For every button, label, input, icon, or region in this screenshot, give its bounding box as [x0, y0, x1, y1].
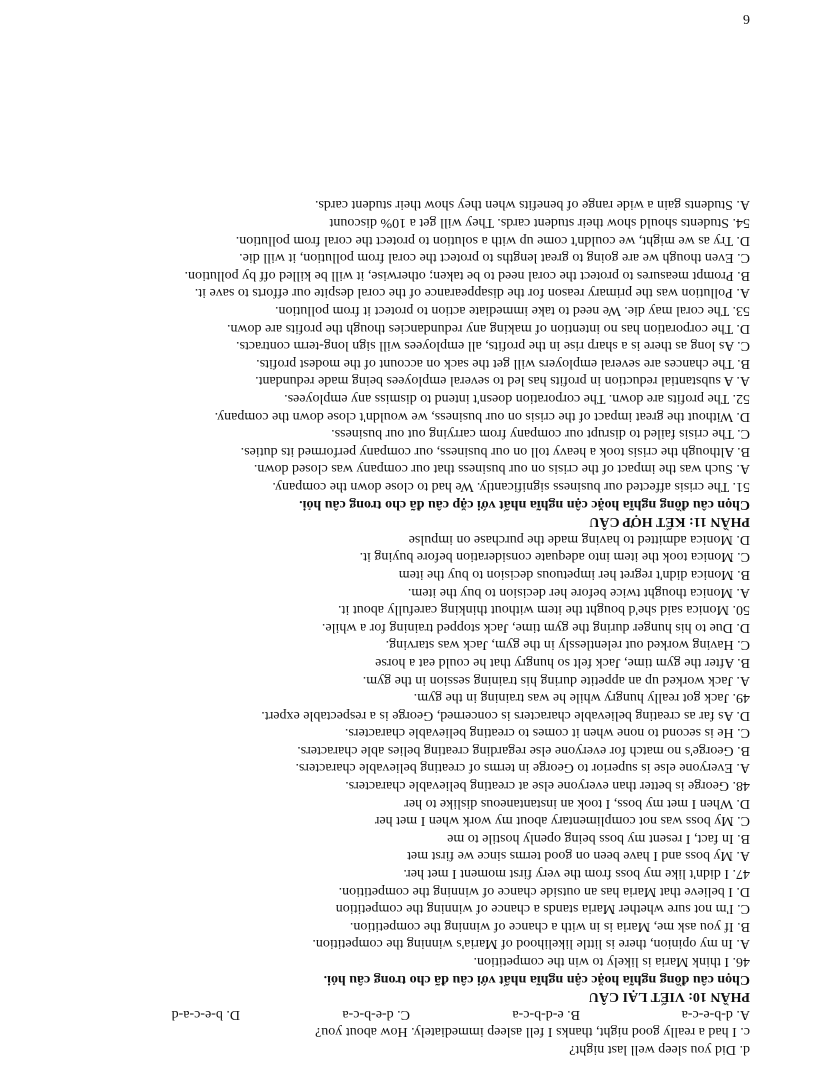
- text-line: 50. Monica said she'd bought the item without thinking carefully about it.: [338, 602, 750, 618]
- text-line: A. Jack worked up an appetite during his training session in the gym.: [362, 672, 750, 688]
- text-line: A. In my opinion, there is little likelihood of Maria's winning the competition.: [312, 936, 750, 952]
- text-line: D. Try as we might, we couldn't come up with a solution to protect the coral from pollution.: [235, 232, 750, 248]
- section-heading: Chọn câu đồng nghĩa hoặc cận nghĩa nhất với câu đã cho trong câu hỏi.: [323, 971, 750, 987]
- text-line: D. Due to his hunger during the gym time, Jack stopped training for a while.: [321, 619, 750, 635]
- text-line: A. A substantial reduction in profits has led to several employees being made redundant.: [255, 373, 750, 389]
- text-line: D. Monica admitted to having made the purchase on impulse: [408, 531, 750, 547]
- page-content: [70, 196, 750, 1058]
- text-line: 46. I think Maria is likely to win the competition.: [473, 954, 750, 970]
- text-line: 54. Students should show their student cards. They will get a 10% discount: [329, 215, 750, 231]
- text-line: B. After the gym time, Jack felt so hungry that he could eat a horse: [375, 654, 750, 670]
- page-number: 6: [743, 11, 750, 26]
- text-line: C. Monica took the item into adequate consideration before buying it.: [359, 549, 750, 565]
- text-line: B. George's no match for everyone else regarding creating belies able characters.: [297, 742, 750, 758]
- text-line: C. Even though we are going to great lengths to protect the coral from pollution, it will die.: [239, 250, 750, 266]
- section-heading: Chọn câu đồng nghĩa hoặc cận nghĩa nhất với cặp câu đã cho trong câu hỏi.: [299, 496, 750, 512]
- text-line: B. In fact, I resent my boss being openly hostile to me: [447, 830, 750, 846]
- text-line: A. Everyone else is superior to George in terms of creating believable characters.: [295, 760, 750, 776]
- text-line: c. I had a really good night, thanks I fell asleep immediately. How about you?: [315, 1024, 750, 1040]
- text-line: C. Having worked out relentlessly in the gym, Jack was starving.: [385, 637, 750, 653]
- text-line: B. Although the crisis took a heavy toll on our business, our company performed its duties.: [240, 443, 750, 459]
- text-line: A. Pollution was the primary reason for the disappearance of the coral despite our efforts to save it.: [194, 285, 750, 301]
- text-line: B. If you ask me, Maria is in with a chance of winning the competition.: [349, 918, 750, 934]
- text-line: 47. I didn't like my boss from the very first moment I met her.: [403, 866, 750, 882]
- text-line: A. Such was the impact of the crisis on our business that our company was closed down.: [253, 461, 750, 477]
- text-line: D. As far as creating believable characters is concerned, George is a respectable expert.: [261, 707, 750, 723]
- text-line: A. Students gain a wide range of benefits when they show their student cards.: [314, 197, 750, 213]
- text-line: C. He is second to none when it comes to creating believable characters.: [344, 725, 750, 741]
- text-line: 51. The crisis affected our business significantly. We had to close down the company.: [272, 479, 750, 494]
- text-line: D. Without the great impact of the crisis on our business, we wouldn't close down the company.: [214, 408, 750, 424]
- answer-option: C. d-e-b-c-a: [342, 1006, 410, 1022]
- text-line: 48. George is better than everyone else at creating believable characters.: [345, 778, 750, 794]
- answer-option: B. e-d-b-c-a: [512, 1006, 580, 1022]
- text-line: B. The chances are several employers will get the sack on account of the modest profits.: [256, 355, 750, 371]
- text-line: C. My boss was not complimentary about my work when I met her: [374, 813, 750, 829]
- answer-option: A. d-b-e-c-a: [681, 1006, 750, 1022]
- text-line: 49. Jack got really hungry while he was training in the gym.: [413, 690, 750, 706]
- text-line: B. Monica didn't regret her impetuous decision to buy the item: [398, 566, 750, 582]
- section-heading: PHẦN 11: KẾT HỢP CÂU: [589, 514, 750, 530]
- text-line: C. The crisis failed to disrupt our company from carrying out our business.: [331, 426, 750, 442]
- answer-option: D. b-e-c-a-d: [171, 1006, 240, 1022]
- answer-options-row: [70, 1005, 750, 1023]
- text-line: D. I believe that Maria has an outside chance of winning the competition.: [338, 883, 750, 899]
- text-line: 53. The coral may die. We need to take immediate action to protect it from pollution.: [275, 303, 750, 319]
- text-line: A. My boss and I have been on good terms since we first met: [407, 848, 750, 864]
- text-line: C. As long as there is a sharp rise in the profits, all employees will sign long-term contracts.: [235, 338, 750, 354]
- text-line: D. When I met my boss, I took an instantaneous dislike to her: [404, 795, 750, 811]
- section-heading: PHẦN 10: VIẾT LẠI CÂU: [588, 989, 750, 1005]
- text-line: 52. The profits are down. The corporation doesn't intend to dismiss any employees.: [284, 391, 750, 407]
- text-line: A. Monica thought twice before her decision to buy the item.: [407, 584, 750, 600]
- text-line: C. I'm not sure whether Maria stands a chance of winning the competition: [335, 901, 750, 917]
- text-line: B. Prompt measures to protect the coral need to be taken; otherwise, it will be killed off by pollution.: [184, 267, 750, 283]
- text-line: D. The corporation has no intention of making any redundancies though the profits are down.: [226, 320, 750, 336]
- text-line: d. Did you sleep well last night?: [569, 1042, 750, 1057]
